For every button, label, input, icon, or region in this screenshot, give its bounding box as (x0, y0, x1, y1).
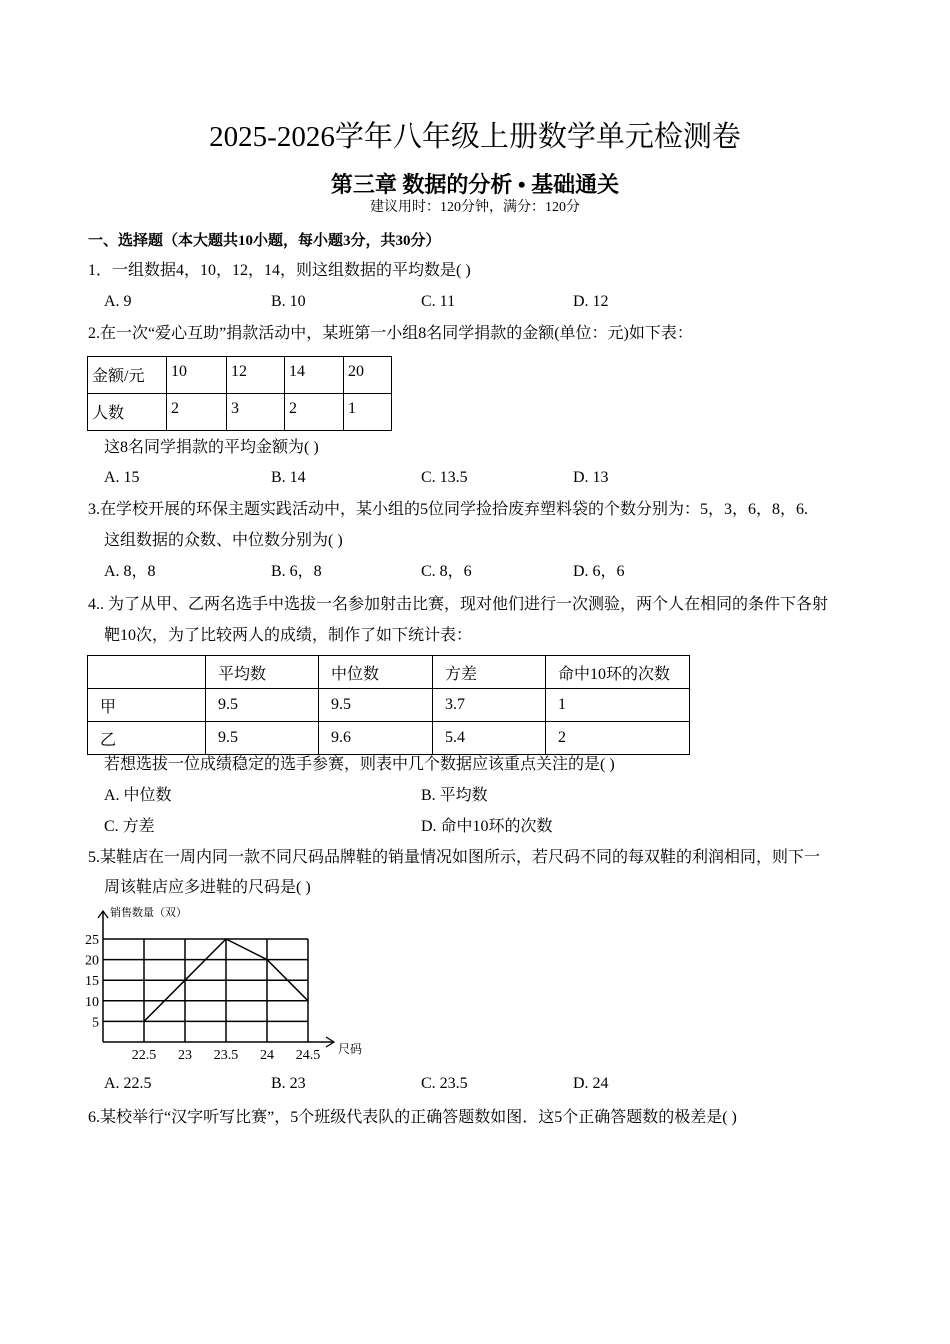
q4-option-b: B. 平均数 (421, 787, 488, 804)
x-tick-label: 23 (178, 1048, 192, 1063)
q2-question: 这8名同学捐款的平均金额为( ) (104, 439, 319, 456)
x-tick-label: 24 (260, 1048, 274, 1063)
table-cell: 金额/元 (88, 357, 167, 394)
table-cell: 方差 (433, 656, 546, 689)
table-cell: 2 (285, 394, 344, 431)
x-axis-label: 尺码 (338, 1042, 363, 1056)
q3-option-a: A. 8，8 (104, 563, 156, 580)
q3-option-d: D. 6，6 (573, 563, 625, 580)
y-tick-label: 25 (85, 933, 99, 948)
table-cell: 人数 (88, 394, 167, 431)
q3-stem: 3.在学校开展的环保主题实践活动中，某小组的5位同学捡拾废弃塑料袋的个数分别为：5，3，6，8，6. (88, 501, 809, 518)
x-tick-label: 23.5 (213, 1048, 239, 1063)
q5-option-c: C. 23.5 (421, 1075, 468, 1092)
q5-option-a: A. 22.5 (104, 1075, 152, 1092)
q1-option-a: A. 9 (104, 293, 132, 310)
q1-stem: 1．一组数据4，10，12，14，则这组数据的平均数是( ) (88, 262, 471, 279)
table-cell: 2 (167, 394, 227, 431)
table-cell: 甲 (88, 689, 206, 722)
table-cell: 中位数 (319, 656, 433, 689)
table-cell: 14 (285, 357, 344, 394)
table-cell: 20 (344, 357, 392, 394)
q4-stem-2: 靶10次，为了比较两人的成绩，制作了如下统计表： (104, 627, 473, 644)
data-point (184, 979, 186, 981)
q1-option-d: D. 12 (573, 293, 609, 310)
q2-option-b: B. 14 (271, 469, 306, 486)
table-cell: 1 (344, 394, 392, 431)
q2-option-d: D. 13 (573, 469, 609, 486)
q4-stem: 4.. 为了从甲、乙两名选手中选拔一名参加射击比赛，现对他们进行一次测验，两个人在相同的条件下各射 (88, 596, 829, 613)
section-heading: 一、选择题（本大题共10小题，每小题3分，共30分） (88, 233, 441, 249)
y-tick-label: 10 (85, 994, 99, 1010)
table-cell: 9.5 (206, 689, 319, 722)
q4-question: 若想选拔一位成绩稳定的选手参赛，则表中几个数据应该重点关注的是( ) (104, 756, 615, 773)
data-point (266, 959, 268, 961)
table-cell: 12 (227, 357, 285, 394)
table-cell: 9.6 (319, 722, 433, 755)
q3-option-b: B. 6，8 (271, 563, 322, 580)
y-tick-label: 20 (85, 953, 99, 969)
q3-stem-2: 这组数据的众数、中位数分别为( ) (104, 532, 343, 549)
table-cell: 9.5 (319, 689, 433, 722)
q2-option-c: C. 13.5 (421, 469, 468, 486)
q1-option-b: B. 10 (271, 293, 306, 310)
y-tick-label: 15 (85, 974, 99, 990)
q5-stem: 5.某鞋店在一周内同一款不同尺码品牌鞋的销量情况如图所示，若尺码不同的每双鞋的利润相同，则下一 (88, 849, 821, 866)
y-tick-label: 5 (92, 1015, 99, 1031)
table-cell: 乙 (88, 722, 206, 755)
q1-option-c: C. 11 (421, 293, 456, 310)
x-tick-label: 22.5 (131, 1048, 157, 1063)
q3-option-c: C. 8，6 (421, 563, 472, 580)
table-cell: 9.5 (206, 722, 319, 755)
q5-option-d: D. 24 (573, 1075, 609, 1092)
q2-stem: 2.在一次“爱心互助”捐款活动中，某班第一小组8名同学捐款的金额(单位：元)如下表： (88, 325, 693, 342)
y-axis-label: 销售数量（双） (110, 906, 187, 919)
data-point (225, 938, 227, 940)
q5-stem-2: 周该鞋店应多进鞋的尺码是( ) (104, 879, 311, 896)
q4-option-c: C. 方差 (104, 818, 155, 835)
table-cell: 3 (227, 394, 285, 431)
exam-title: 2025-2026学年八年级上册数学单元检测卷 (209, 121, 741, 153)
table-cell: 1 (546, 689, 690, 722)
table-cell: 2 (546, 722, 690, 755)
q6-stem: 6.某校举行“汉字听写比赛”，5个班级代表队的正确答题数如图．这5个正确答题数的极差是( ) (88, 1109, 737, 1126)
q4-option-a: A. 中位数 (104, 787, 172, 804)
time-note: 建议用时：120分钟，满分：120分 (370, 200, 580, 215)
q2-option-a: A. 15 (104, 469, 140, 486)
table-cell: 平均数 (206, 656, 319, 689)
table-cell: 3.7 (433, 689, 546, 722)
q4-option-d: D. 命中10环的次数 (421, 818, 553, 835)
table-cell: 10 (167, 357, 227, 394)
table-cell: 命中10环的次数 (546, 656, 690, 689)
x-tick-label: 24.5 (295, 1048, 321, 1063)
q5-option-b: B. 23 (271, 1075, 306, 1092)
data-point (143, 1021, 145, 1023)
table-cell: 5.4 (433, 722, 546, 755)
chapter-subtitle: 第三章 数据的分析 • 基础通关 (330, 172, 620, 197)
data-point (307, 1000, 309, 1002)
